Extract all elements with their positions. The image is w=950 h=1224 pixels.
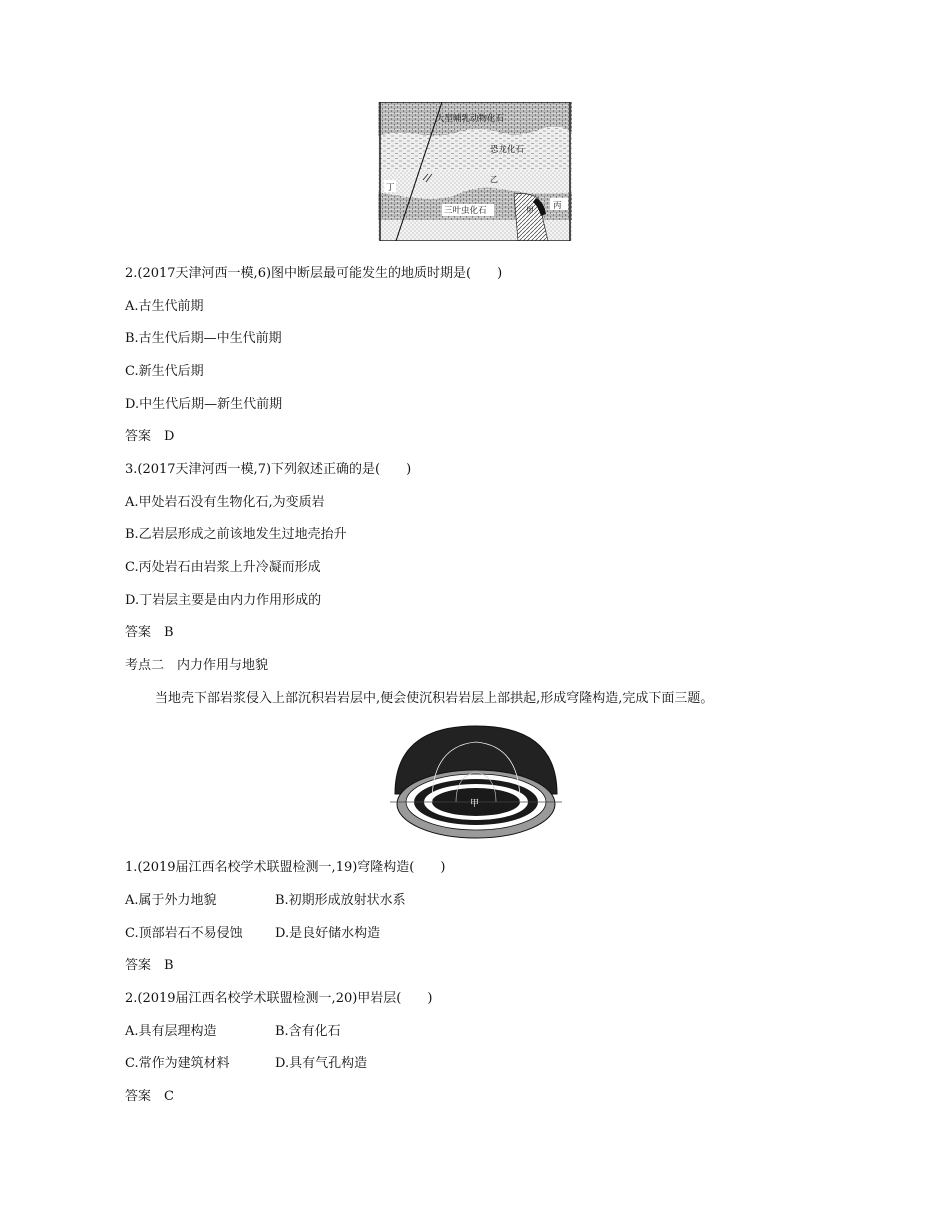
question-1b-options-ab: [125, 892, 406, 910]
question-3-answer: 答案 B: [125, 625, 174, 640]
question-1b-options-cd: [125, 925, 381, 943]
section-title: 考点二 内力作用与地貌: [125, 658, 269, 673]
question-3-stem: 3.(2017天津河西一模,7)下列叙述正确的是( ): [125, 462, 412, 477]
question-3-option-b: B.乙岩层形成之前该地发生过地壳抬升: [125, 527, 347, 542]
question-2b-stem: 2.(2019届江西名校学术联盟检测一,20)甲岩层( ): [125, 991, 433, 1006]
question-1b-option-d: D.是良好储水构造: [275, 926, 381, 941]
question-2-option-c: C.新生代后期: [125, 364, 204, 379]
question-1b-stem: 1.(2019届江西名校学术联盟检测一,19)穹隆构造( ): [125, 860, 446, 875]
question-2b-option-a: A.具有层理构造: [125, 1024, 217, 1039]
label-yi: 乙: [490, 175, 498, 184]
question-1b-answer: 答案 B: [125, 958, 174, 973]
question-2-option-a: A.古生代前期: [125, 299, 204, 314]
question-2-stem: 2.(2017天津河西一模,6)图中断层最可能发生的地质时期是( ): [125, 266, 503, 281]
question-2b-options-cd: [125, 1055, 368, 1073]
question-2b-option-d: D.具有气孔构造: [275, 1056, 368, 1071]
question-1b-option-a: A.属于外力地貌: [125, 893, 217, 908]
question-2b-answer: 答案 C: [125, 1089, 174, 1104]
label-mammal-fossil: 大型哺乳动物化石: [436, 114, 505, 124]
label-bing: 丙: [553, 201, 562, 211]
question-3-option-c: C.丙处岩石由岩浆上升冷凝而形成: [125, 560, 321, 575]
question-3-option-d: D.丁岩层主要是由内力作用形成的: [125, 593, 322, 608]
label-jia: 甲: [526, 206, 534, 215]
dome-structure-figure: [390, 724, 562, 842]
question-2b-option-c: C.常作为建筑材料: [125, 1056, 230, 1071]
label-ding: 丁: [386, 183, 395, 193]
label-dinosaur-fossil: 恐龙化石: [490, 145, 525, 155]
layer-dinosaur: [378, 152, 572, 172]
question-2-option-d: D.中生代后期—新生代前期: [125, 397, 283, 412]
question-3-option-a: A.甲处岩石没有生物化石,为变质岩: [125, 495, 325, 510]
label-trilobite-fossil: 三叶虫化石: [444, 206, 487, 216]
label-jia-layer: 甲: [470, 799, 480, 809]
question-2b-option-b: B.含有化石: [275, 1024, 341, 1039]
question-2-option-b: B.古生代后期—中生代前期: [125, 331, 282, 346]
question-2b-options-ab: [125, 1023, 341, 1041]
geologic-section-figure: [378, 102, 572, 241]
question-1b-option-c: C.顶部岩石不易侵蚀: [125, 926, 243, 941]
question-1b-option-b: B.初期形成放射状水系: [275, 893, 406, 908]
question-2-answer: 答案 D: [125, 429, 175, 444]
section-intro: 当地壳下部岩浆侵入上部沉积岩岩层中,便会使沉积岩岩层上部拱起,形成穹隆构造,完成下面三题。: [155, 691, 714, 706]
